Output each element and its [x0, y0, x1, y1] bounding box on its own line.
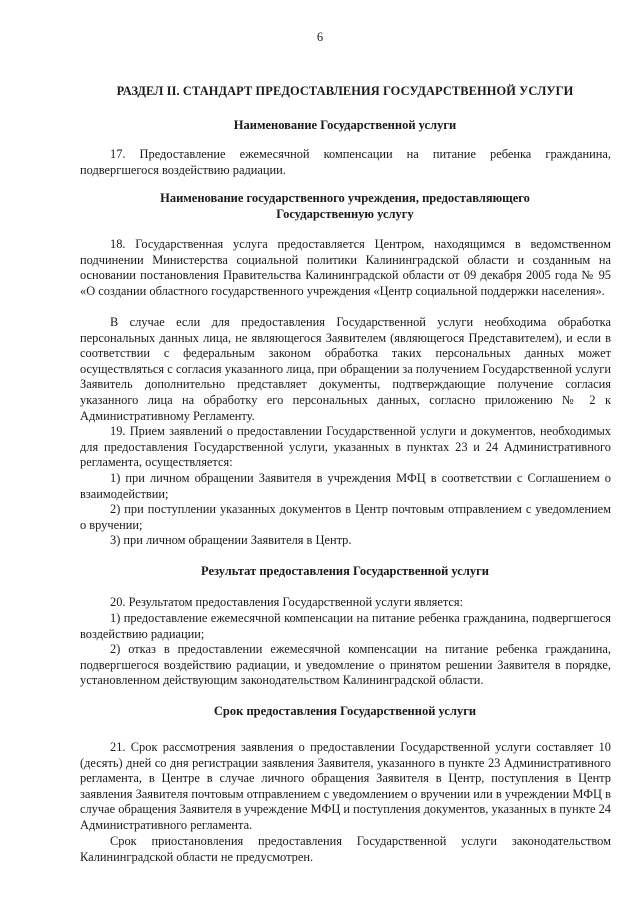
paragraph-17: 17. Предоставление ежемесячной компенсации на питание ребенка гражданина, подвергшегося воздействию радиации. — [80, 147, 611, 177]
heading-result: Результат предоставления Государственной услуги — [201, 564, 489, 578]
paragraph-20-item-2: 2) отказ в предоставлении ежемесячной компенсации на питание ребенка гражданина, подвергшегося воздействию радиации, и уведомление о принятом решении Заявителя в порядке, установленном действующим законодательством Калининградской области. — [80, 642, 611, 688]
paragraph-21: 21. Срок рассмотрения заявления о предоставлении Государственной услуги составляет 10 (десять) дней со дня регистрации заявления Заявителя, указанного в пункте 23 Административного регламента, в Центре в случае личного обращения Заявителя в Центр, поступления в Центр заявления Заявителя почтовым отправлением с уведомлением о вручении или в учреждении МФЦ в случае обращения Заявителя в учреждение МФЦ и поступления документов, указанных в пункте 24 Административного регламента. — [80, 740, 611, 832]
paragraph-20: 20. Результатом предоставления Государственной услуги является: — [110, 595, 464, 609]
paragraph-19-item-3: 3) при личном обращении Заявителя в Центр. — [110, 533, 352, 547]
page-number: 6 — [316, 30, 324, 44]
section-title: РАЗДЕЛ II. СТАНДАРТ ПРЕДОСТАВЛЕНИЯ ГОСУДАРСТВЕННОЙ УСЛУГИ — [116, 84, 574, 98]
paragraph-18-consent: В случае если для предоставления Государственной услуги необходима обработка персональных данных лица, не являющегося Заявителем (являющегося Представителем), и если в соответствии с федеральным законом обработка таких персональных данных может осуществляться с согласия указанного лица, при обращении за получением Государственной услуги Заявитель дополнительно представляет документы, подтверждающие получение согласия указанного лица на обработку его персональных данных, согласно приложению № 2 к Административному Регламенту. — [80, 315, 611, 423]
paragraph-19-item-1: 1) при личном обращении Заявителя в учреждения МФЦ в соответствии с Соглашением о взаимодействии; — [80, 471, 611, 501]
heading-institution: Наименование государственного учреждения, предоставляющего Государственную услугу — [160, 191, 530, 221]
paragraph-18: 18. Государственная услуга предоставляется Центром, находящимся в ведомственном подчинении Министерства социальной политики Калининградской области и созданным на основании постановления Правительства Калининградской области от 09 декабря 2005 года № 95 «О создании областного государственного учреждения «Центр социальной поддержки населения». — [80, 237, 611, 298]
paragraph-21-suspension: Срок приостановления предоставления Государственной услуги законодательством Калининградской области не предусмотрен. — [80, 834, 611, 864]
paragraph-19-item-2: 2) при поступлении указанных документов в Центр почтовым отправлением с уведомлением о вручении; — [80, 502, 611, 532]
paragraph-19: 19. Прием заявлений о предоставлении Государственной услуги и документов, необходимых для предоставления Государственной услуги, указанных в пунктах 23 и 24 Административного регламента, осуществляется: — [80, 424, 611, 470]
heading-term: Срок предоставления Государственной услуги — [213, 704, 477, 718]
paragraph-20-item-1: 1) предоставление ежемесячной компенсации на питание ребенка гражданина, подвергшегося воздействию радиации; — [80, 611, 611, 641]
heading-service-name: Наименование Государственной услуги — [233, 118, 457, 132]
